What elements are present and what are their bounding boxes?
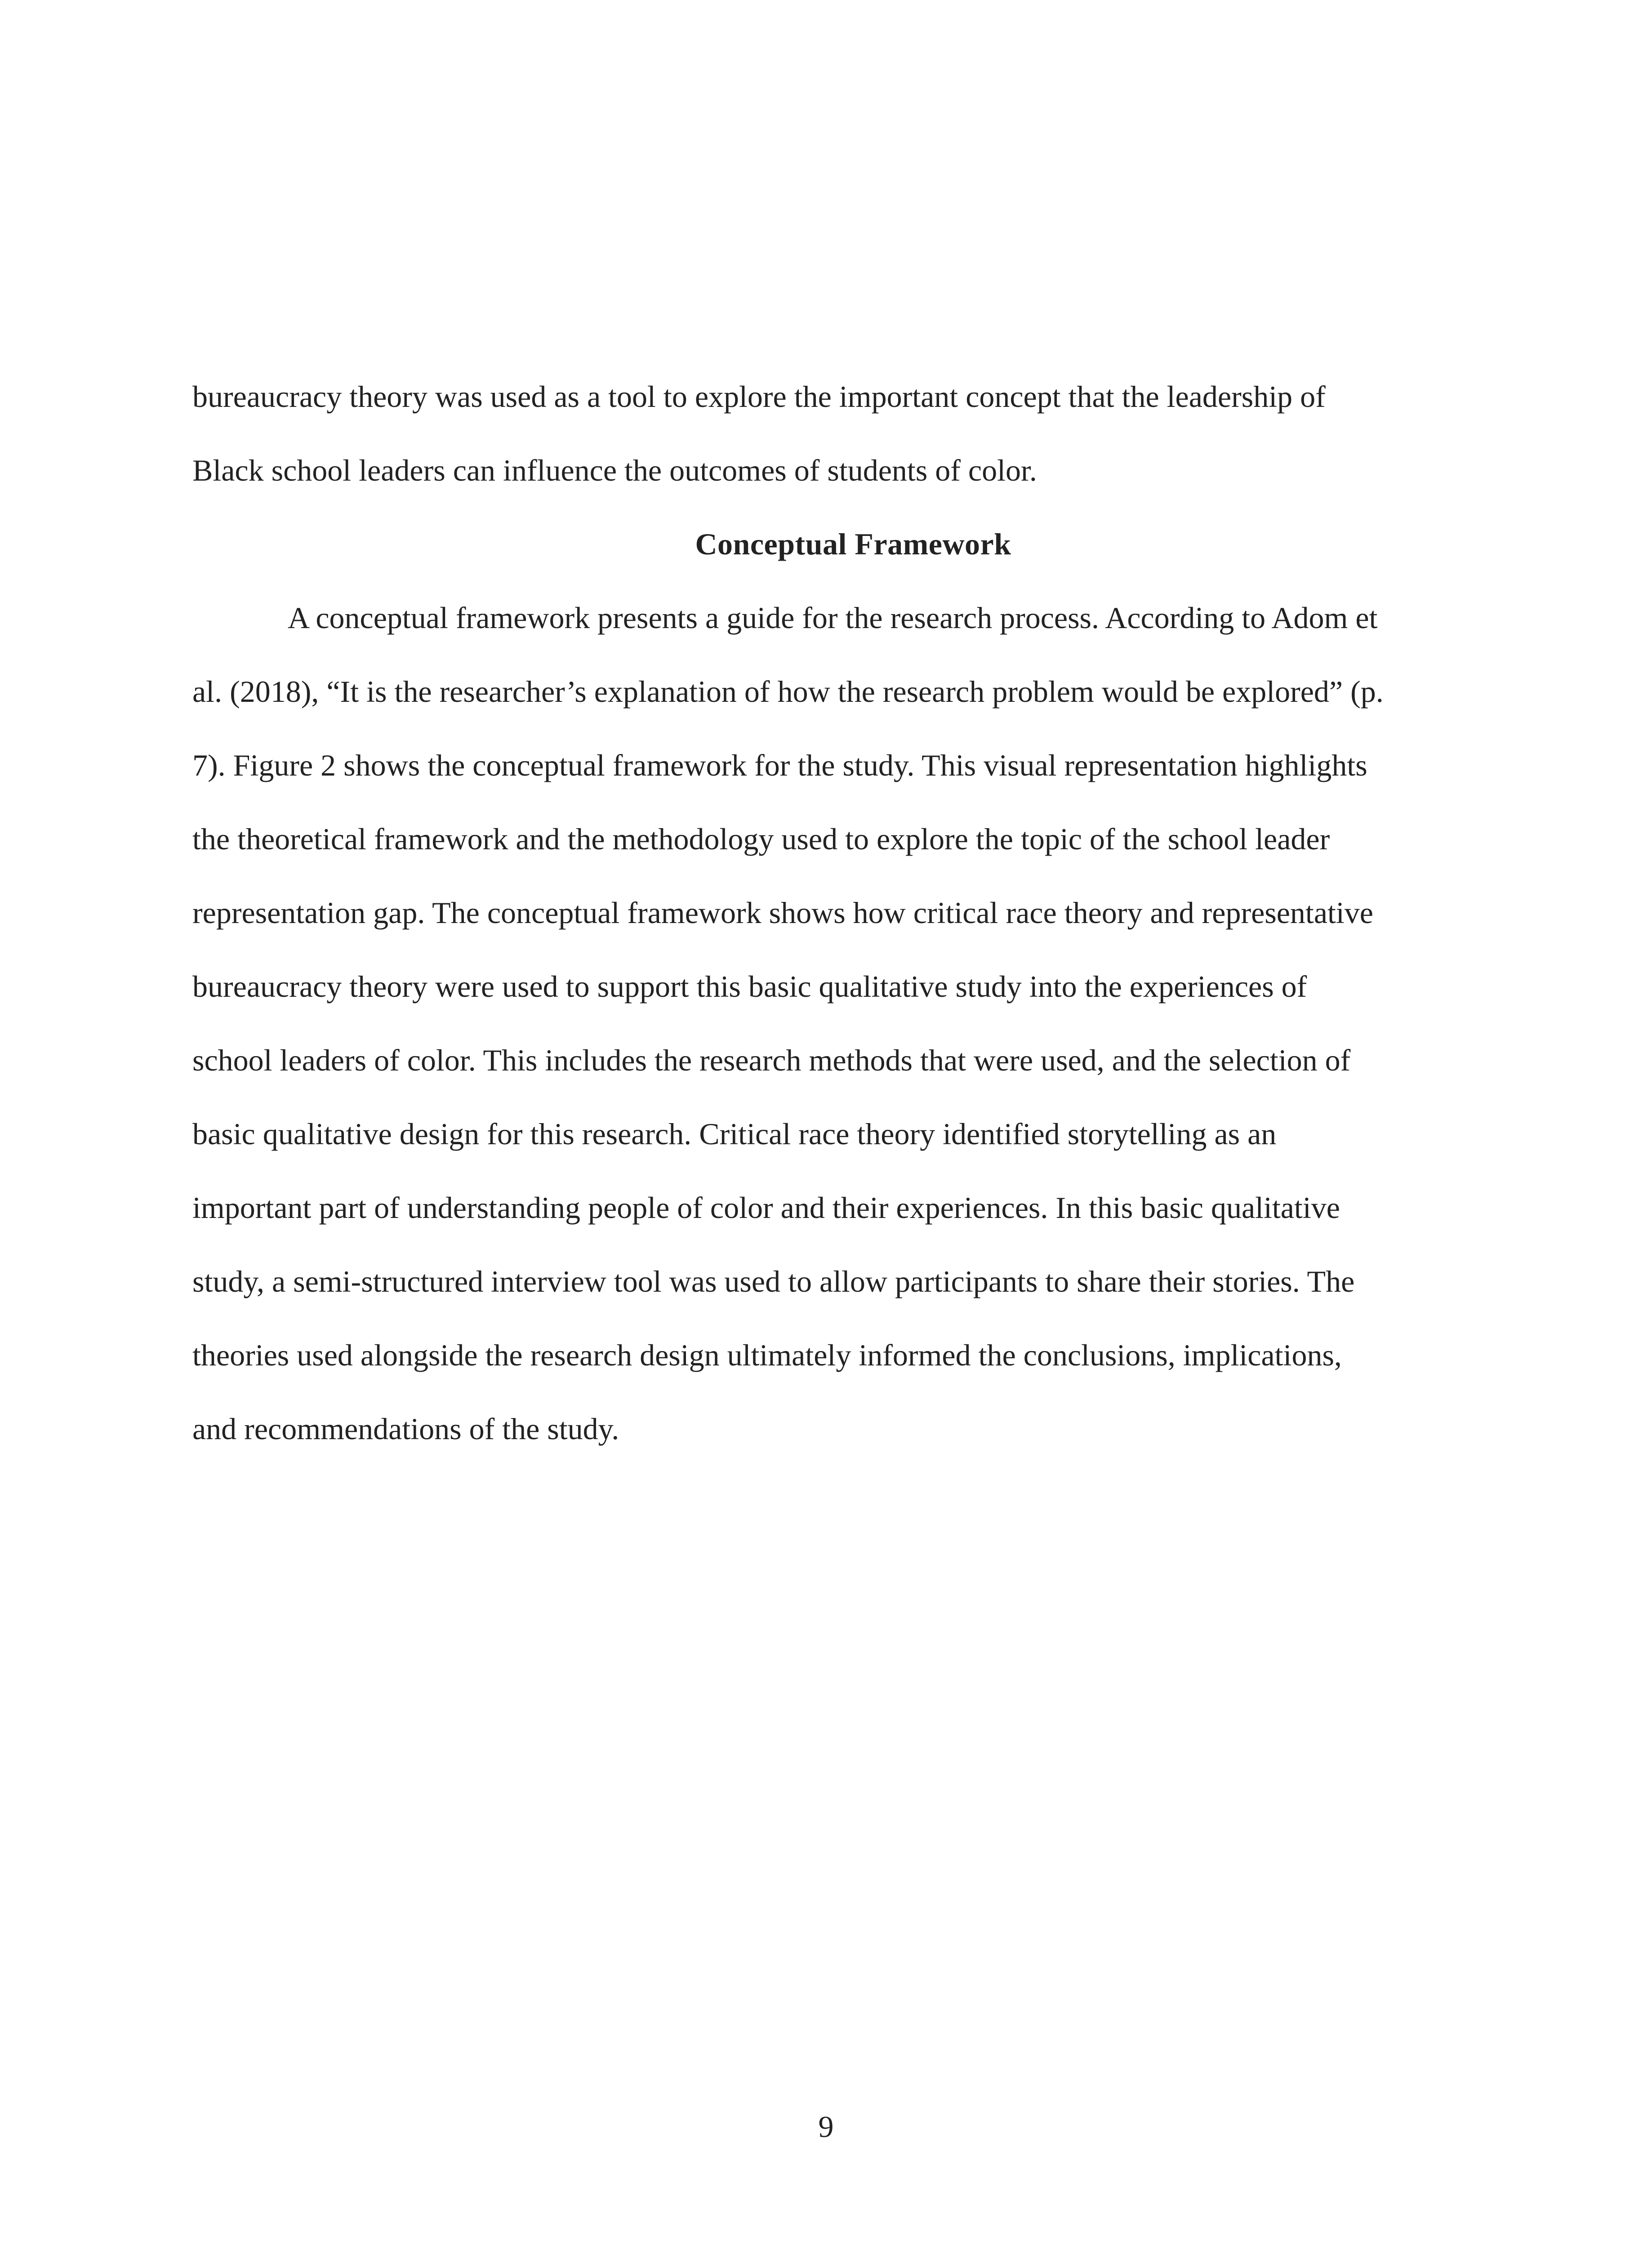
text-line: study, a semi-structured interview tool was used to allow participants to share their stories. The <box>192 1264 1355 1298</box>
text-line: basic qualitative design for this research. Critical race theory identified storytelling as an <box>192 1117 1277 1151</box>
body-text <box>192 360 1514 1466</box>
text-line: important part of understanding people of color and their experiences. In this basic qualitative <box>192 1191 1340 1225</box>
text-line: al. (2018), “It is the researcher’s explanation of how the research problem would be explored” (p. <box>192 674 1384 709</box>
text-line: the theoretical framework and the methodology used to explore the topic of the school leader <box>192 822 1330 856</box>
text-line: Black school leaders can influence the outcomes of students of color. <box>192 453 1037 487</box>
text-line: theories used alongside the research design ultimately informed the conclusions, implications, <box>192 1338 1342 1372</box>
text-line: 7). Figure 2 shows the conceptual framework for the study. This visual representation highlights <box>192 748 1367 782</box>
text-line: and recommendations of the study. <box>192 1412 619 1446</box>
text-line: bureaucracy theory was used as a tool to explore the important concept that the leadership of <box>192 379 1326 414</box>
text-line: representation gap. The conceptual framework shows how critical race theory and representative <box>192 896 1373 930</box>
paragraph-first-line: A conceptual framework presents a guide for the research process. According to Adom et <box>288 601 1378 635</box>
section-heading: Conceptual Framework <box>695 527 1011 561</box>
page-number: 9 <box>818 2110 834 2144</box>
text-line: bureaucracy theory were used to support this basic qualitative study into the experiences of <box>192 969 1307 1004</box>
text-line: school leaders of color. This includes the research methods that were used, and the selection of <box>192 1043 1351 1077</box>
